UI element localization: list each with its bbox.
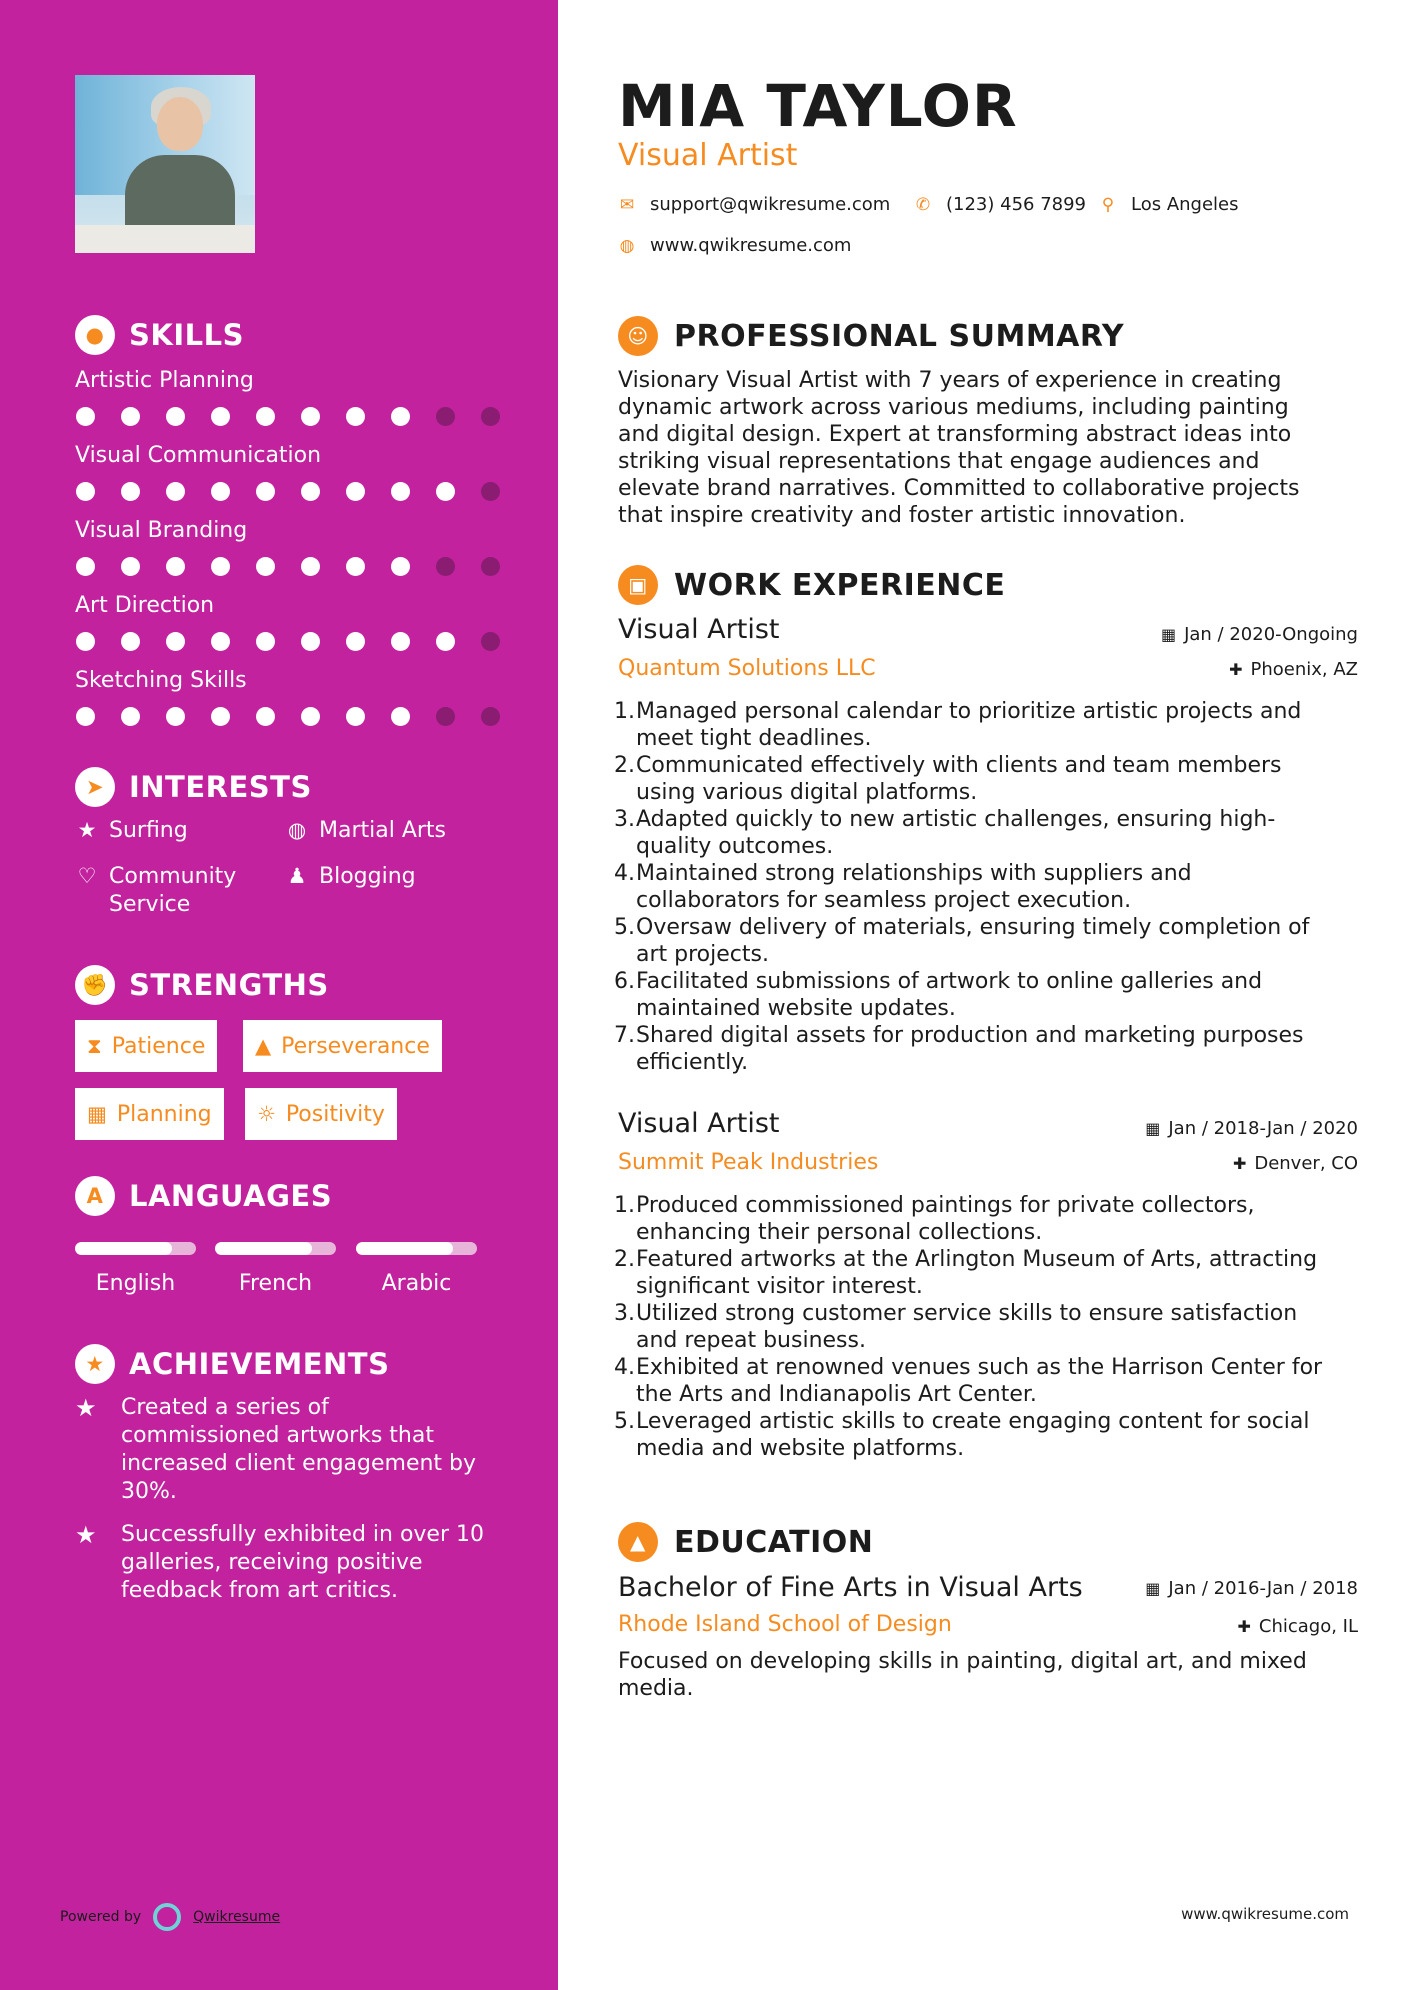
rating-dot [211, 632, 230, 651]
rating-dot [166, 482, 185, 501]
job-duties [618, 698, 1328, 1076]
strengths-heading: ✊ STRENGTHS [75, 965, 329, 1005]
duty-item: Featured artworks at the Arlington Museum of Arts, attracting significant visitor interest. [636, 1247, 1318, 1299]
rating-dot [346, 707, 365, 726]
rating-dot [166, 407, 185, 426]
skill-rating [75, 632, 505, 651]
rating-dot [301, 407, 320, 426]
star-icon: ★ [75, 1394, 97, 1422]
summary-text: Visionary Visual Artist with 7 years of experience in creating dynamic artwork across various mediums, including painting and digital design. Expert at transforming abstract ideas into striking visual representations that engage audiences and elevate brand narratives. Committed to collaborative projects that inspire creativity and foster artistic innovation. [618, 368, 1300, 528]
rating-dot [391, 632, 410, 651]
rating-dot [481, 632, 500, 651]
rating-dot [436, 557, 455, 576]
interests-heading: ➤ INTERESTS [75, 767, 312, 807]
globe-icon: ◍ [287, 818, 307, 842]
rating-dot [346, 557, 365, 576]
language-item [356, 1242, 477, 1296]
education-dates: ▦ Jan / 2016-Jan / 2018 [1145, 1578, 1358, 1599]
calendar-icon: ▦ [1160, 625, 1177, 644]
duty-item: Adapted quickly to new artistic challenges, ensuring high- quality outcomes. [636, 807, 1276, 859]
skill-item [75, 593, 505, 651]
language-name: English [95, 1271, 176, 1296]
pin-icon: ✚ [1237, 1617, 1251, 1636]
skill-item [75, 443, 505, 501]
rating-dot [121, 632, 140, 651]
envelope-icon: ✉ [619, 194, 635, 215]
heart-icon: ♡ [77, 864, 97, 888]
rating-dot [301, 482, 320, 501]
sidebar [0, 0, 558, 1990]
interest-item: ◍ Martial Arts [285, 817, 446, 845]
lightbulb-icon: ● [75, 315, 115, 355]
duty-item: Exhibited at renowned venues such as the Harrison Center for the Arts and Indianapolis Art Center. [636, 1355, 1323, 1407]
rating-dot [346, 482, 365, 501]
duty-item: Utilized strong customer service skills to ensure satisfaction and repeat business. [636, 1301, 1298, 1353]
language-name: French [238, 1271, 313, 1296]
skill-name: Sketching Skills [75, 668, 247, 693]
duty-item: Shared digital assets for production and marketing purposes efficiently. [636, 1023, 1304, 1075]
achievement-item: ★ Created a series of commissioned artworks that increased client engagement by 30%. [75, 1394, 477, 1504]
contact-website[interactable]: ◍ www.qwikresume.com [619, 235, 852, 256]
sun-icon: ☼ [257, 1102, 276, 1126]
skill-name: Art Direction [75, 593, 215, 618]
rating-dot [256, 482, 275, 501]
rating-dot [76, 482, 95, 501]
rating-dot [211, 707, 230, 726]
skills-heading: ● SKILLS [75, 315, 244, 355]
rating-dot [76, 632, 95, 651]
rating-dot [76, 557, 95, 576]
duty-item: Facilitated submissions of artwork to online galleries and maintained website updates. [636, 969, 1263, 1021]
job-dates: ▦ Jan / 2020-Ongoing [1160, 624, 1358, 645]
skill-name: Visual Communication [75, 443, 322, 468]
users-icon: ♟ [287, 864, 307, 888]
rating-dot [121, 407, 140, 426]
graduation-cap-icon: ▲ [618, 1522, 658, 1562]
hourglass-icon: ⧗ [87, 1033, 102, 1058]
pin-icon: ✚ [1232, 1154, 1247, 1173]
language-icon: A [75, 1176, 115, 1216]
user-icon: ☺ [618, 316, 658, 356]
qwikresume-link[interactable]: Qwikresume [193, 1909, 281, 1925]
contact-location: ⚲ Los Angeles [1099, 194, 1239, 215]
skill-item [75, 668, 505, 726]
job-location: ✚ Phoenix, AZ [1229, 659, 1358, 680]
interest-item: ★ Surfing [75, 817, 188, 845]
phone-icon: ✆ [915, 194, 931, 215]
rating-dot [391, 482, 410, 501]
rating-dot [166, 707, 185, 726]
briefcase-icon: ▣ [618, 565, 658, 605]
rating-dot [481, 407, 500, 426]
rating-dot [301, 632, 320, 651]
star-badge-icon: ★ [75, 1344, 115, 1384]
skill-name: Visual Branding [75, 518, 248, 543]
pin-icon: ✚ [1229, 660, 1243, 679]
achievements-heading: ★ ACHIEVEMENTS [75, 1344, 389, 1384]
paper-plane-icon: ➤ [75, 767, 115, 807]
job-company: Quantum Solutions LLC [618, 656, 876, 681]
star-icon: ★ [77, 818, 97, 842]
language-level-fill [215, 1242, 312, 1255]
candidate-name: MIA TAYLOR [618, 72, 1018, 140]
rating-dot [76, 707, 95, 726]
rating-dot [301, 707, 320, 726]
skill-rating [75, 407, 505, 426]
job-location: ✚ Denver, CO [1232, 1153, 1358, 1174]
rating-dot [391, 707, 410, 726]
job-title: Visual Artist [618, 614, 780, 645]
globe-icon: ◍ [619, 235, 635, 256]
skill-item [75, 518, 505, 576]
duty-item: Leveraged artistic skills to create engaging content for social media and website platforms. [636, 1409, 1310, 1461]
rating-dot [481, 482, 500, 501]
rating-dot [211, 557, 230, 576]
language-level-bar [356, 1242, 477, 1255]
language-level-bar [215, 1242, 336, 1255]
rating-dot [256, 632, 275, 651]
main-content [618, 0, 1358, 1990]
rating-dot [436, 632, 455, 651]
calendar-icon: ▦ [1145, 1119, 1161, 1138]
rating-dot [256, 557, 275, 576]
language-item [75, 1242, 196, 1296]
rating-dot [481, 707, 500, 726]
strength-tag: ☼ Positivity [245, 1088, 397, 1140]
fist-icon: ✊ [75, 965, 115, 1005]
job-duties [618, 1192, 1328, 1462]
rating-dot [256, 707, 275, 726]
star-icon: ★ [75, 1521, 97, 1549]
language-item [215, 1242, 336, 1296]
strength-tag: ▲ Perseverance [243, 1020, 442, 1072]
experience-heading: ▣ WORK EXPERIENCE [618, 565, 1005, 605]
rating-dot [121, 557, 140, 576]
duty-item: Maintained strong relationships with suppliers and collaborators for seamless project execution. [636, 861, 1192, 913]
rating-dot [121, 482, 140, 501]
rating-dot [436, 707, 455, 726]
skill-rating [75, 557, 505, 576]
rating-dot [166, 632, 185, 651]
skill-name: Artistic Planning [75, 368, 254, 393]
calendar-icon: ▦ [87, 1102, 107, 1126]
strength-tag: ⧗ Patience [75, 1020, 217, 1072]
footer-website[interactable]: www.qwikresume.com [1181, 1905, 1349, 1923]
duty-item: Oversaw delivery of materials, ensuring timely completion of art projects. [636, 915, 1310, 967]
rating-dot [346, 632, 365, 651]
rating-dot [121, 707, 140, 726]
candidate-title: Visual Artist [618, 138, 798, 173]
rating-dot [301, 557, 320, 576]
duty-item: Managed personal calendar to prioritize artistic projects and meet tight deadlines. [636, 699, 1302, 751]
rating-dot [211, 407, 230, 426]
rating-dot [346, 407, 365, 426]
rating-dot [211, 482, 230, 501]
language-name: Arabic [381, 1271, 452, 1296]
rating-dot [391, 557, 410, 576]
qwikresume-logo-icon [153, 1903, 181, 1931]
language-level-fill [356, 1242, 453, 1255]
interest-item: ♡ Community Service [75, 863, 236, 919]
rating-dot [436, 407, 455, 426]
education-heading: ▲ EDUCATION [618, 1522, 873, 1562]
skill-rating [75, 482, 505, 501]
job-title: Visual Artist [618, 1108, 780, 1139]
rating-dot [166, 557, 185, 576]
rating-dot [256, 407, 275, 426]
rating-dot [76, 407, 95, 426]
job-dates: ▦ Jan / 2018-Jan / 2020 [1145, 1118, 1358, 1139]
language-level-fill [75, 1242, 172, 1255]
achievement-item: ★ Successfully exhibited in over 10 galleries, receiving positive feedback from art critics. [75, 1521, 484, 1603]
degree: Bachelor of Fine Arts in Visual Arts [618, 1572, 1083, 1603]
profile-photo [75, 75, 255, 253]
languages-heading: A LANGUAGES [75, 1176, 332, 1216]
strength-tag: ▦ Planning [75, 1088, 224, 1140]
language-level-bar [75, 1242, 196, 1255]
map-pin-icon: ⚲ [1101, 194, 1115, 215]
interest-item: ♟ Blogging [285, 863, 416, 891]
road-icon: ▲ [255, 1034, 272, 1058]
school: Rhode Island School of Design [618, 1612, 952, 1637]
summary-heading: ☺ PROFESSIONAL SUMMARY [618, 316, 1124, 356]
rating-dot [436, 482, 455, 501]
contact-phone[interactable]: ✆ (123) 456 7899 [915, 194, 1087, 215]
contact-email[interactable]: ✉ support@qwikresume.com [619, 194, 891, 215]
education-description: Focused on developing skills in painting, digital art, and mixed media. [618, 1649, 1307, 1701]
duty-item: Communicated effectively with clients and team members using various digital platforms. [636, 753, 1282, 805]
rating-dot [481, 557, 500, 576]
calendar-icon: ▦ [1145, 1579, 1161, 1598]
job-company: Summit Peak Industries [618, 1150, 879, 1175]
skill-rating [75, 707, 505, 726]
rating-dot [391, 407, 410, 426]
education-location: ✚ Chicago, IL [1237, 1616, 1358, 1637]
duty-item: Produced commissioned paintings for private collectors, enhancing their personal collections. [636, 1193, 1255, 1245]
skill-item [75, 368, 505, 426]
powered-by: Powered by Qwikresume [60, 1903, 280, 1931]
